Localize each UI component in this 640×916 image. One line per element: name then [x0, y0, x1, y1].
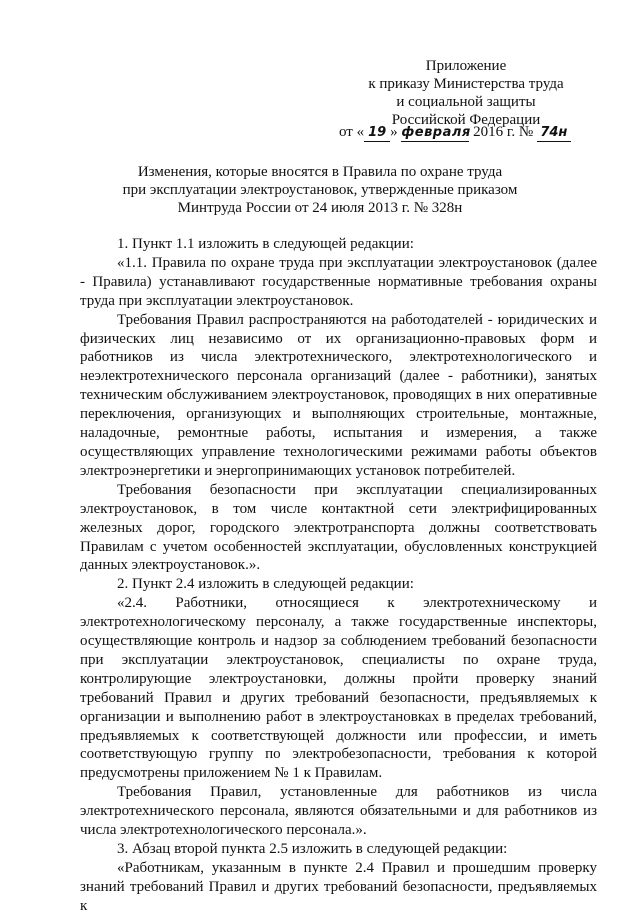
date-prefix: от «	[339, 124, 365, 140]
handwritten-order-number: 74н	[537, 125, 571, 142]
document-body	[80, 235, 597, 916]
appendix-line: к приказу Министерства труда	[368, 76, 564, 92]
paragraph: 3. Абзац второй пункта 2.5 изложить в следующей редакции:	[117, 841, 508, 857]
document-title	[100, 163, 540, 217]
paragraph: «2.4. Работники, относящиеся к электротехническому и электротехнологическому персоналу, а также государственные инспекторы, осуществляющие контроль и надзор за соблюдением требований безопасности при эксплуатации электроустановок, специалисты по охране труда, контролирующие электроустановки, должны пройти проверку знаний требований Правил и других требований безопасности, предъявляемых к организации и выполнению работ в электроустановках в пределах требований, предъявляемых к соответствующей должности или профессии, и иметь соответствующую группу по электробезопасности, требования к которой предусмотрены приложением № 1 к Правилам.	[80, 595, 597, 782]
paragraph: Требования Правил распространяются на работодателей - юридических и физических лиц независимо от их организационно-правовых форм и работников из числа электротехнического, электротехнологического и неэлектротехнического персонала организаций (далее - работники), занятых техническим обслуживанием электроустановок, проводящих в них оперативные переключения, организующих и выполняющих строительные, монтажные, наладочные, ремонтные работы, испытания и измерения, а также осуществляющих управление технологическими режимами работы объектов электроэнергетики и энергопринимающих установок потребителей.	[80, 311, 597, 479]
paragraph: Требования безопасности при эксплуатации специализированных электроустановок, в том числе контактной сети электрифицированных железных дорог, городского электротранспорта должны соответствовать Правилам с учетом особенностей эксплуатации, обусловленных конструкцией данных электроустановок.».	[80, 481, 597, 574]
appendix-line: и социальной защиты	[396, 94, 536, 110]
appendix-line: Российской Федерации	[391, 112, 541, 128]
paragraph: Требования Правил, установленные для работников из числа электротехнического персонала, являются обязательными и для работников из числа электротехнологического персонала.».	[80, 784, 597, 839]
paragraph: 2. Пункт 2.4 изложить в следующей редакции:	[117, 576, 414, 593]
title-line: Минтруда России от 24 июля 2013 г. № 328н	[177, 200, 463, 216]
paragraph: «Работникам, указанным в пункте 2.4 Правил и прошедшим проверку знаний требований Правил и других требований безопасности, предъявляемых к	[80, 859, 597, 914]
title-line: Изменения, которые вносятся в Правила по охране труда	[137, 164, 503, 180]
appendix-line: Приложение	[425, 58, 507, 74]
paragraph: 1. Пункт 1.1 изложить в следующей редакции:	[117, 236, 414, 252]
appendix-header	[336, 57, 596, 129]
handwritten-month: февраля	[401, 125, 471, 140]
date-quote-close: »	[390, 124, 398, 140]
handwritten-day: 19	[364, 125, 390, 142]
title-line: при эксплуатации электроустановок, утвержденные приказом	[122, 182, 518, 198]
order-date-line	[339, 123, 571, 142]
year-text: 2016 г. №	[473, 124, 534, 140]
paragraph: «1.1. Правила по охране труда при эксплуатации электроустановок (далее - Правила) устанавливают государственные нормативные требования охраны труда при эксплуатации электроустановок.	[80, 254, 597, 309]
